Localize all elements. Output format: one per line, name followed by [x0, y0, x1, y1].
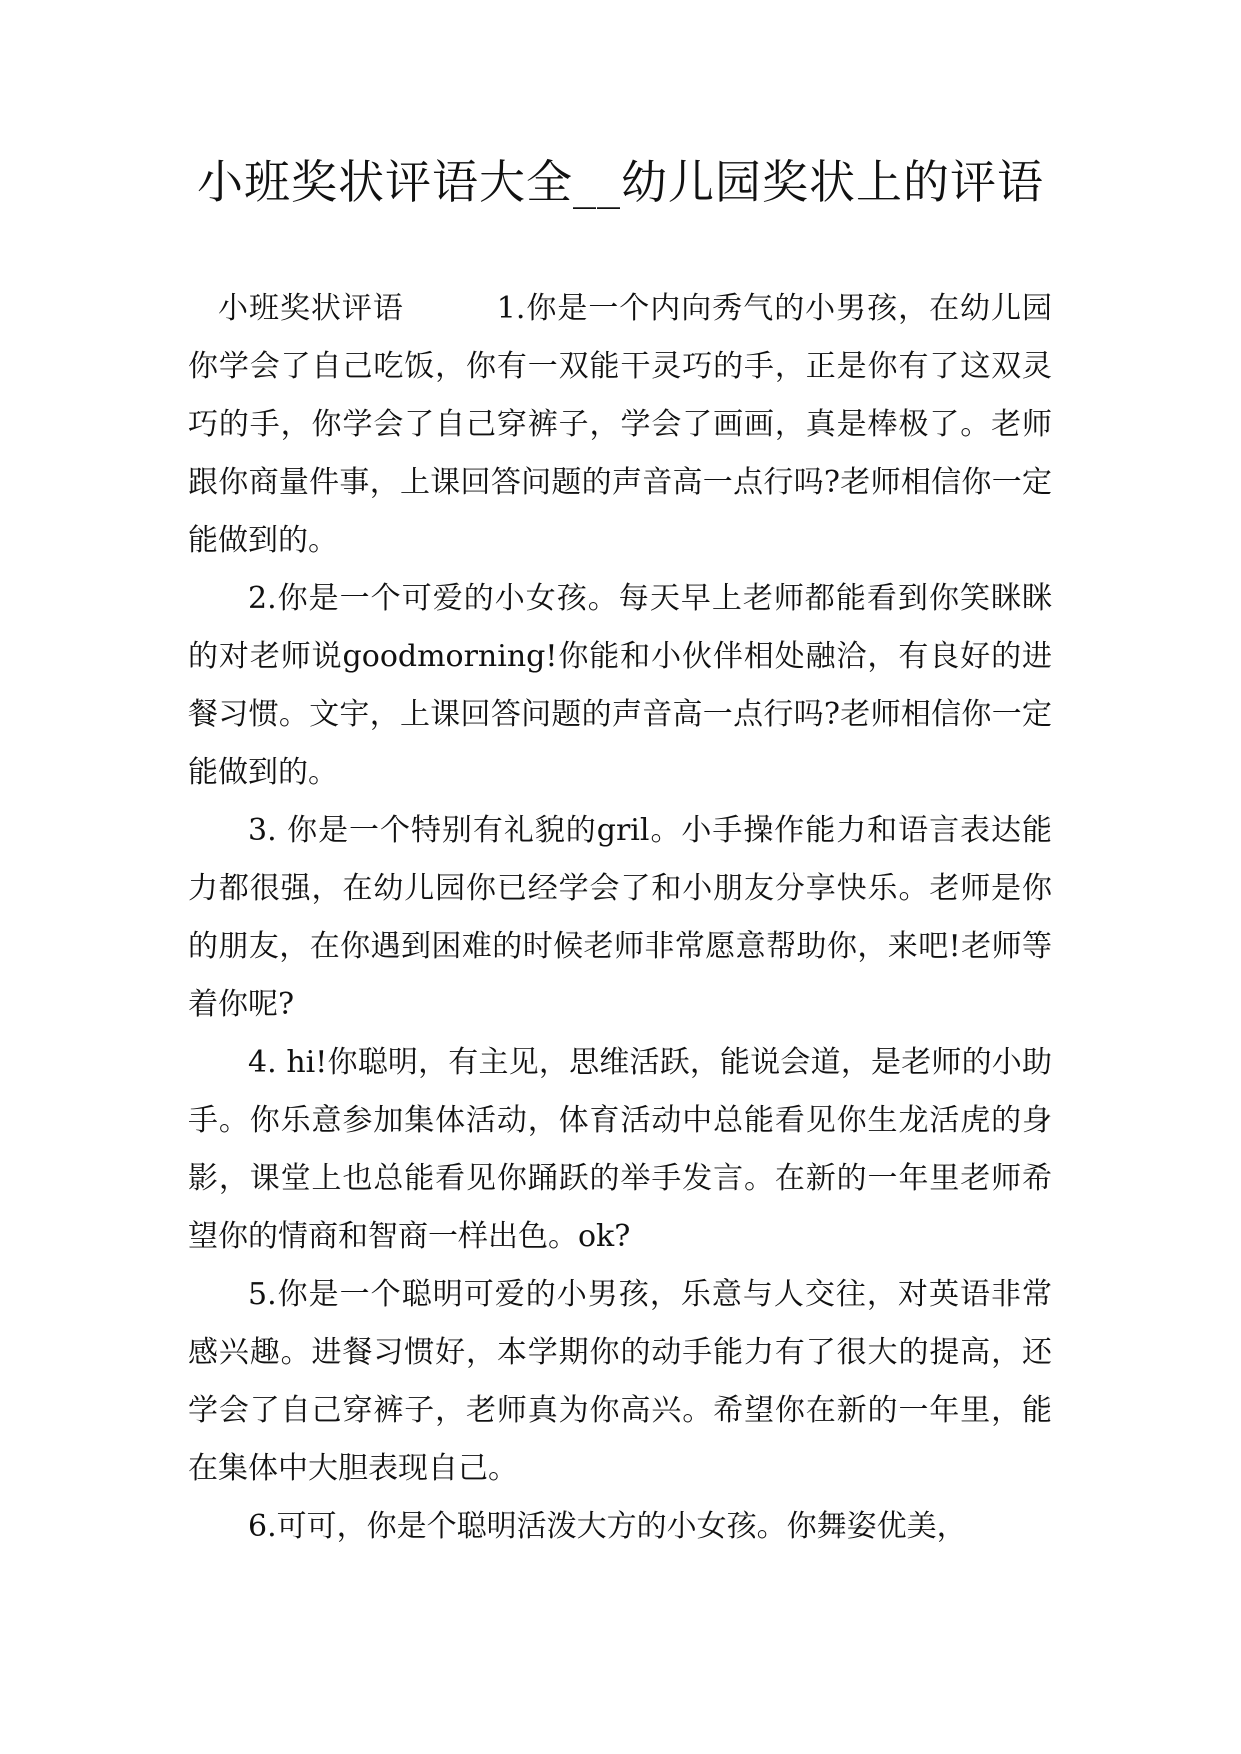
paragraph-3: 3. 你是一个特别有礼貌的gril。小手操作能力和语言表达能力都很强，在幼儿园你已经学会了和小朋友分享快乐。老师是你的朋友，在你遇到困难的时候老师非常愿意帮助你，来吧!老师等着你呢? — [188, 813, 1052, 1022]
document-title: 小班奖状评语大全__幼儿园奖状上的评语 — [197, 155, 1044, 209]
paragraph-5: 5.你是一个聪明可爱的小男孩，乐意与人交往，对英语非常感兴趣。进餐习惯好，本学期你的动手能力有了很大的提高，还学会了自己穿裤子，老师真为你高兴。希望你在新的一年里，能在集体中大胆表现自己。 — [188, 1277, 1052, 1486]
paragraph-6: 6.可可，你是个聪明活泼大方的小女孩。你舞姿优美， — [248, 1509, 967, 1544]
paragraph-4: 4. hi!你聪明，有主见，思维活跃，能说会道，是老师的小助手。你乐意参加集体活动，体育活动中总能看见你生龙活虎的身影，课堂上也总能看见你踊跃的举手发言。在新的一年里老师希望你的情商和智商一样出色。ok? — [188, 1045, 1052, 1254]
document-body — [188, 280, 1052, 1556]
paragraph-2: 2.你是一个可爱的小女孩。每天早上老师都能看到你笑眯眯的对老师说goodmorning!你能和小伙伴相处融洽，有良好的进餐习惯。文宇，上课回答问题的声音高一点行吗?老师相信你一定能做到的。 — [188, 581, 1052, 790]
paragraph-1: 小班奖状评语 1.你是一个内向秀气的小男孩，在幼儿园你学会了自己吃饭，你有一双能干灵巧的手，正是你有了这双灵巧的手，你学会了自己穿裤子，学会了画画，真是棒极了。老师跟你商量件事，上课回答问题的声音高一点行吗?老师相信你一定能做到的。 — [188, 291, 1052, 558]
